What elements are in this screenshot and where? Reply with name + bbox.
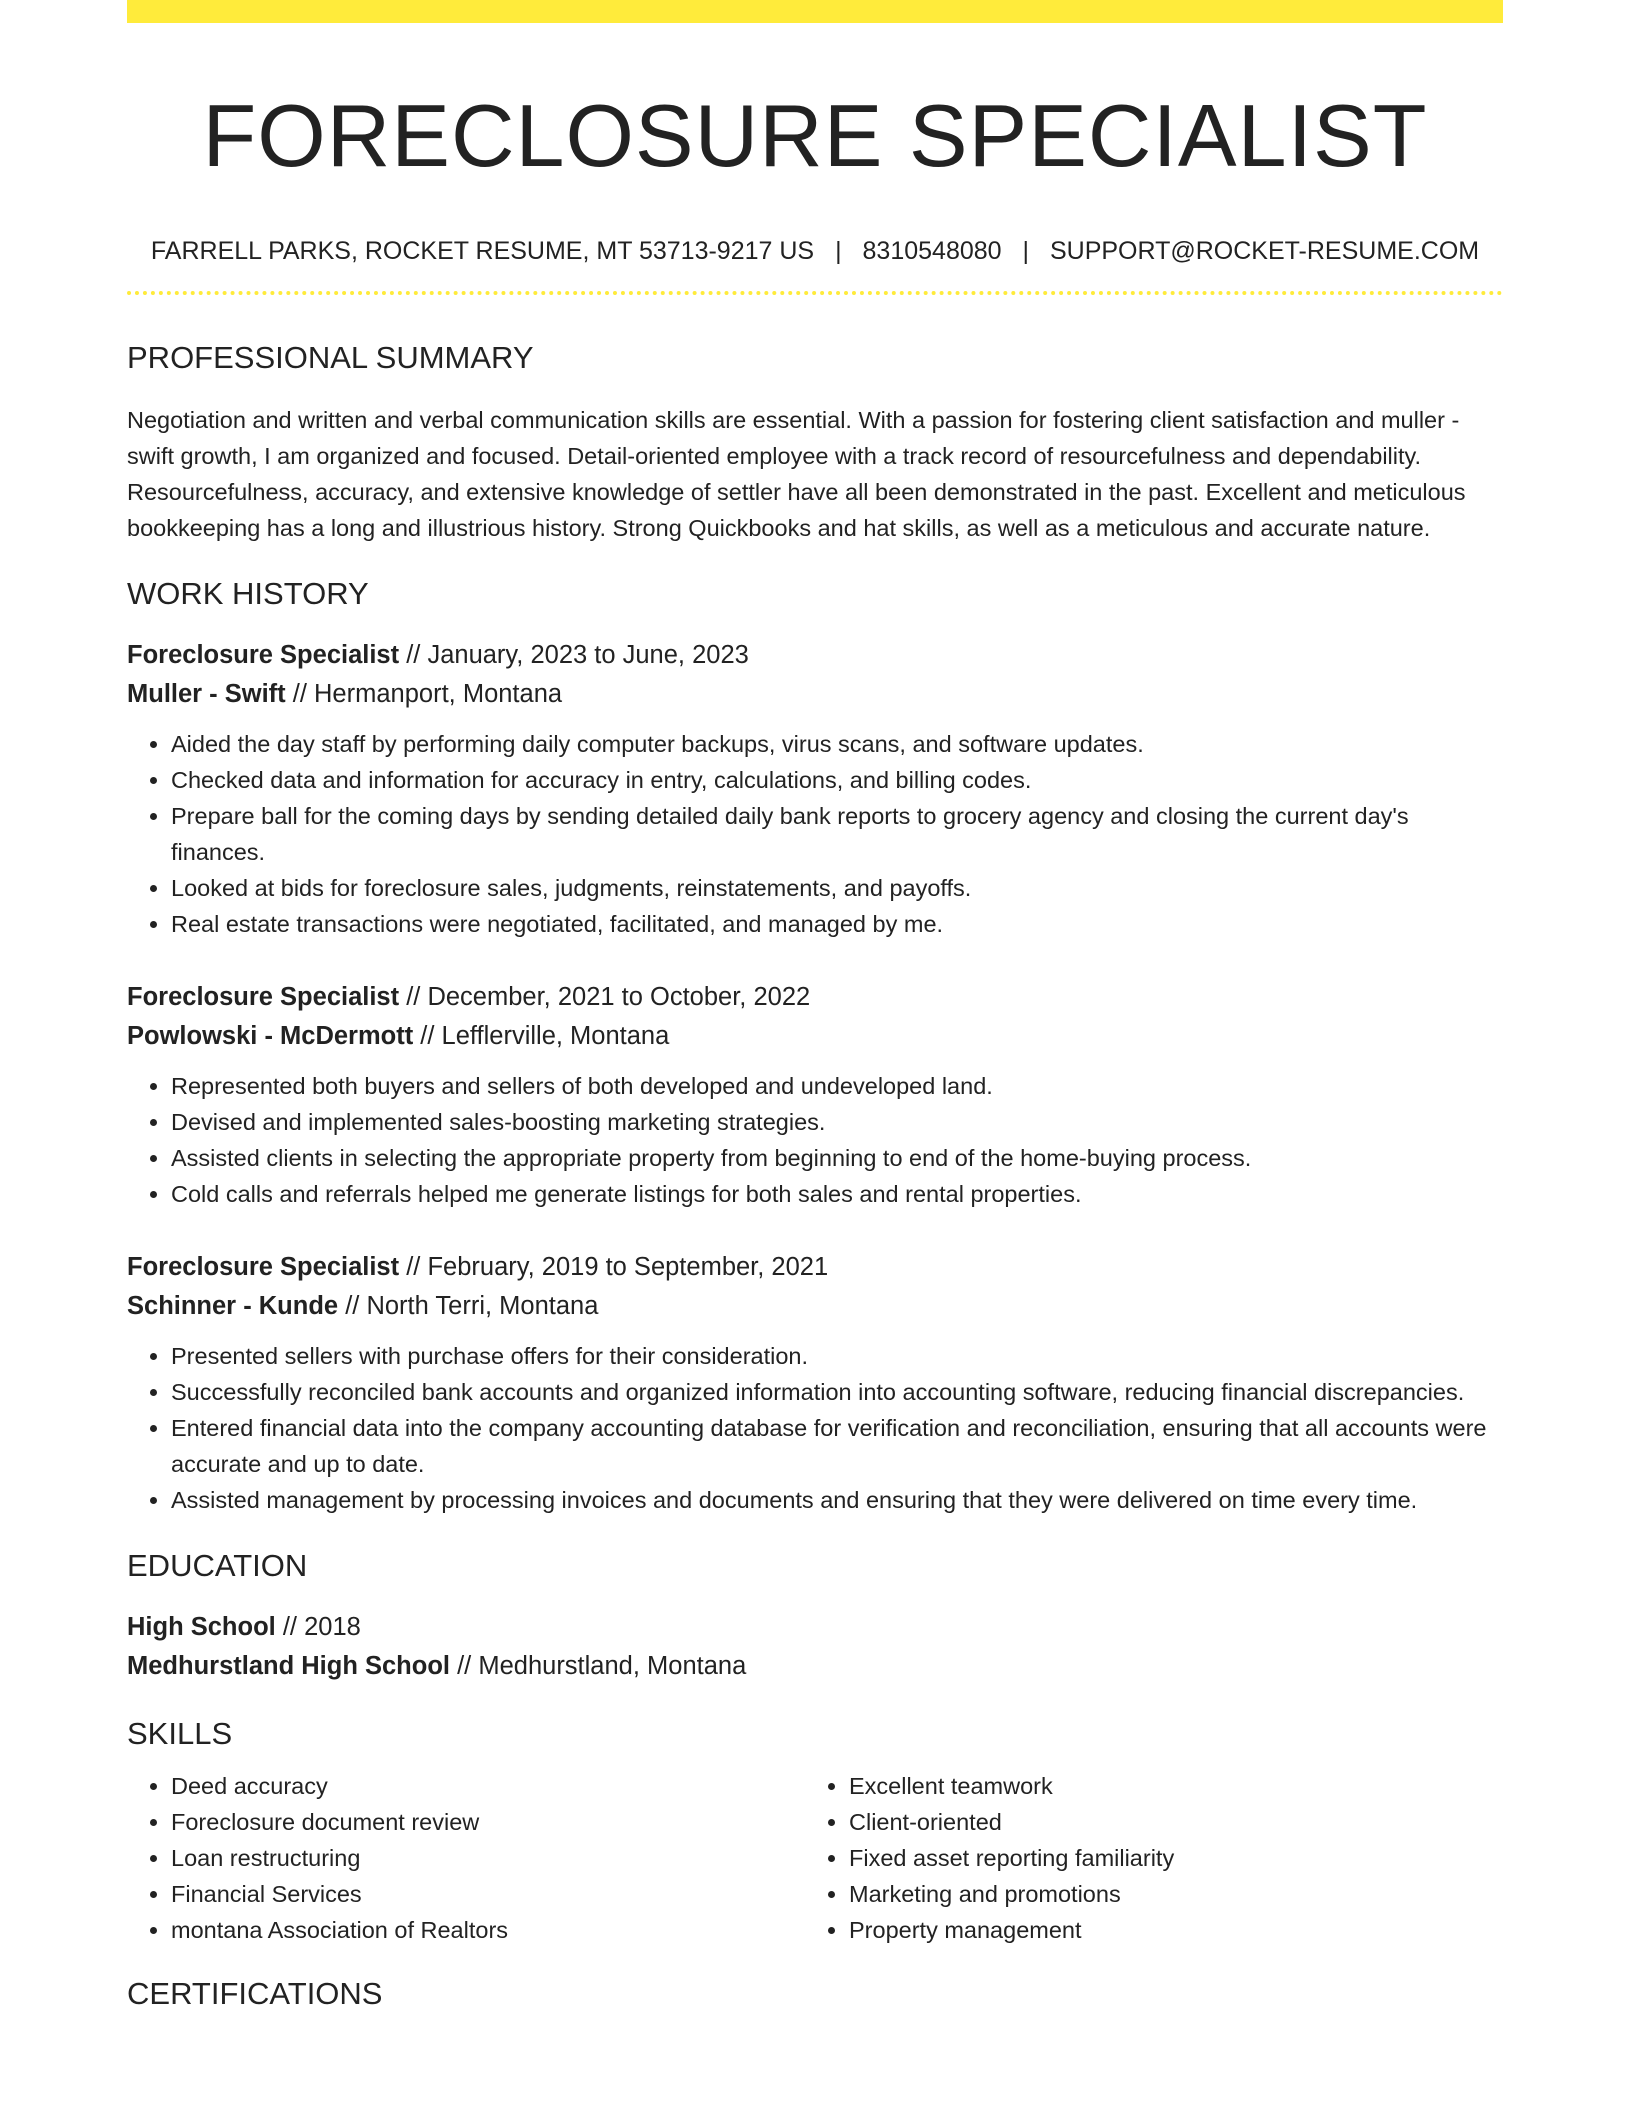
job-company: Powlowski - McDermott (127, 1022, 414, 1050)
job-company: Schinner - Kunde (127, 1292, 339, 1320)
job-dates: // December, 2021 to October, 2022 (406, 983, 811, 1011)
job-bullet: • Assisted management by processing invoices and documents and ensuring that they were delivered on time every time. (171, 1482, 1503, 1518)
job-bullet: • Assisted clients in selecting the appropriate property from beginning to end of the home-buying process. (171, 1140, 1503, 1176)
skills-column-right (805, 1768, 1483, 1948)
work-history-heading: WORK HISTORY (127, 576, 369, 611)
job-bullets (127, 1068, 1503, 1212)
job-title: Foreclosure Specialist (127, 641, 400, 669)
job-dates: // January, 2023 to June, 2023 (406, 641, 749, 669)
job-dates: // February, 2019 to September, 2021 (406, 1253, 829, 1281)
job-bullet: • Entered financial data into the company accounting database for verification and reconciliation, ensuring that all accounts were accurate and up to date. (171, 1410, 1503, 1482)
education-entry (127, 1608, 1503, 1686)
skill-item: • Marketing and promotions (849, 1876, 1483, 1912)
job-title-line (127, 978, 1503, 1017)
certifications-heading: CERTIFICATIONS (127, 1976, 383, 2011)
job-bullets (127, 726, 1503, 942)
job-bullet: • Real estate transactions were negotiated, facilitated, and managed by me. (171, 906, 1503, 942)
job-bullet: • Successfully reconciled bank accounts and organized information into accounting software, reducing financial discrepancies. (171, 1374, 1503, 1410)
education-location: // Medhurstland, Montana (457, 1652, 747, 1680)
education-degree-line (127, 1608, 1503, 1647)
job-title: Foreclosure Specialist (127, 983, 400, 1011)
education-school-line (127, 1647, 1503, 1686)
skills-grid (127, 1768, 1503, 1948)
job-bullet: • Devised and implemented sales-boosting marketing strategies. (171, 1104, 1503, 1140)
job-location: // North Terri, Montana (345, 1292, 599, 1320)
header-divider (127, 291, 1503, 295)
skill-item: • Foreclosure document review (171, 1804, 805, 1840)
job-bullet: • Represented both buyers and sellers of both developed and undeveloped land. (171, 1068, 1503, 1104)
job-company: Muller - Swift (127, 680, 286, 708)
job-bullet: • Presented sellers with purchase offers for their consideration. (171, 1338, 1503, 1374)
job-entry (127, 978, 1503, 1212)
contact-phone: 8310548080 (862, 237, 1002, 265)
skill-item: • Fixed asset reporting familiarity (849, 1840, 1483, 1876)
education-school: Medhurstland High School (127, 1652, 450, 1680)
education-degree: High School (127, 1613, 276, 1641)
summary-text: Negotiation and written and verbal communication skills are essential. With a passion for fostering client satisfaction and muller - swift growth, I am organized and focused. Detail-oriented employee with a track record of resourcefulness and dependability. Resourcefulness, accuracy, and extensive knowledge of settler have all been demonstrated in the past. Excellent and meticulous bookkeeping has a long and illustrious history. Strong Quickbooks and hat skills, as well as a meticulous and accurate nature. (127, 407, 1466, 541)
accent-bar (127, 0, 1503, 23)
resume-page (127, 0, 1503, 2012)
skill-item: • Excellent teamwork (849, 1768, 1483, 1804)
contact-email: SUPPORT@ROCKET-RESUME.COM (1049, 237, 1480, 265)
job-title-line (127, 1248, 1503, 1287)
job-bullet: • Cold calls and referrals helped me generate listings for both sales and rental properties. (171, 1176, 1503, 1212)
skills-column-left (127, 1768, 805, 1948)
contact-address: FARRELL PARKS, ROCKET RESUME, MT 53713-9217 US (150, 237, 815, 265)
job-bullet: • Prepare ball for the coming days by sending detailed daily bank reports to grocery agency and closing the current day's finances. (171, 798, 1503, 870)
summary-heading: PROFESSIONAL SUMMARY (127, 340, 534, 375)
skill-item: • montana Association of Realtors (171, 1912, 805, 1948)
skill-item: • Financial Services (171, 1876, 805, 1912)
contact-line (127, 236, 1503, 266)
contact-separator: | (835, 237, 842, 265)
resume-title: FORECLOSURE SPECIALIST (202, 86, 1428, 185)
education-heading: EDUCATION (127, 1548, 308, 1583)
job-bullet: • Looked at bids for foreclosure sales, judgments, reinstatements, and payoffs. (171, 870, 1503, 906)
job-company-line (127, 1287, 1503, 1326)
job-company-line (127, 1017, 1503, 1056)
job-location: // Hermanport, Montana (292, 680, 563, 708)
job-entry (127, 1248, 1503, 1518)
job-title-line (127, 636, 1503, 675)
skills-heading: SKILLS (127, 1716, 233, 1751)
job-bullets (127, 1338, 1503, 1518)
job-location: // Lefflerville, Montana (420, 1022, 670, 1050)
job-bullet: • Checked data and information for accuracy in entry, calculations, and billing codes. (171, 762, 1503, 798)
job-company-line (127, 675, 1503, 714)
job-entry (127, 636, 1503, 942)
contact-separator: | (1022, 237, 1030, 265)
skill-item: • Deed accuracy (171, 1768, 805, 1804)
education-year: // 2018 (282, 1613, 361, 1641)
job-title: Foreclosure Specialist (127, 1253, 400, 1281)
skill-item: • Property management (849, 1912, 1483, 1948)
skill-item: • Loan restructuring (171, 1840, 805, 1876)
job-bullet: • Aided the day staff by performing daily computer backups, virus scans, and software updates. (171, 726, 1503, 762)
skill-item: • Client-oriented (849, 1804, 1483, 1840)
